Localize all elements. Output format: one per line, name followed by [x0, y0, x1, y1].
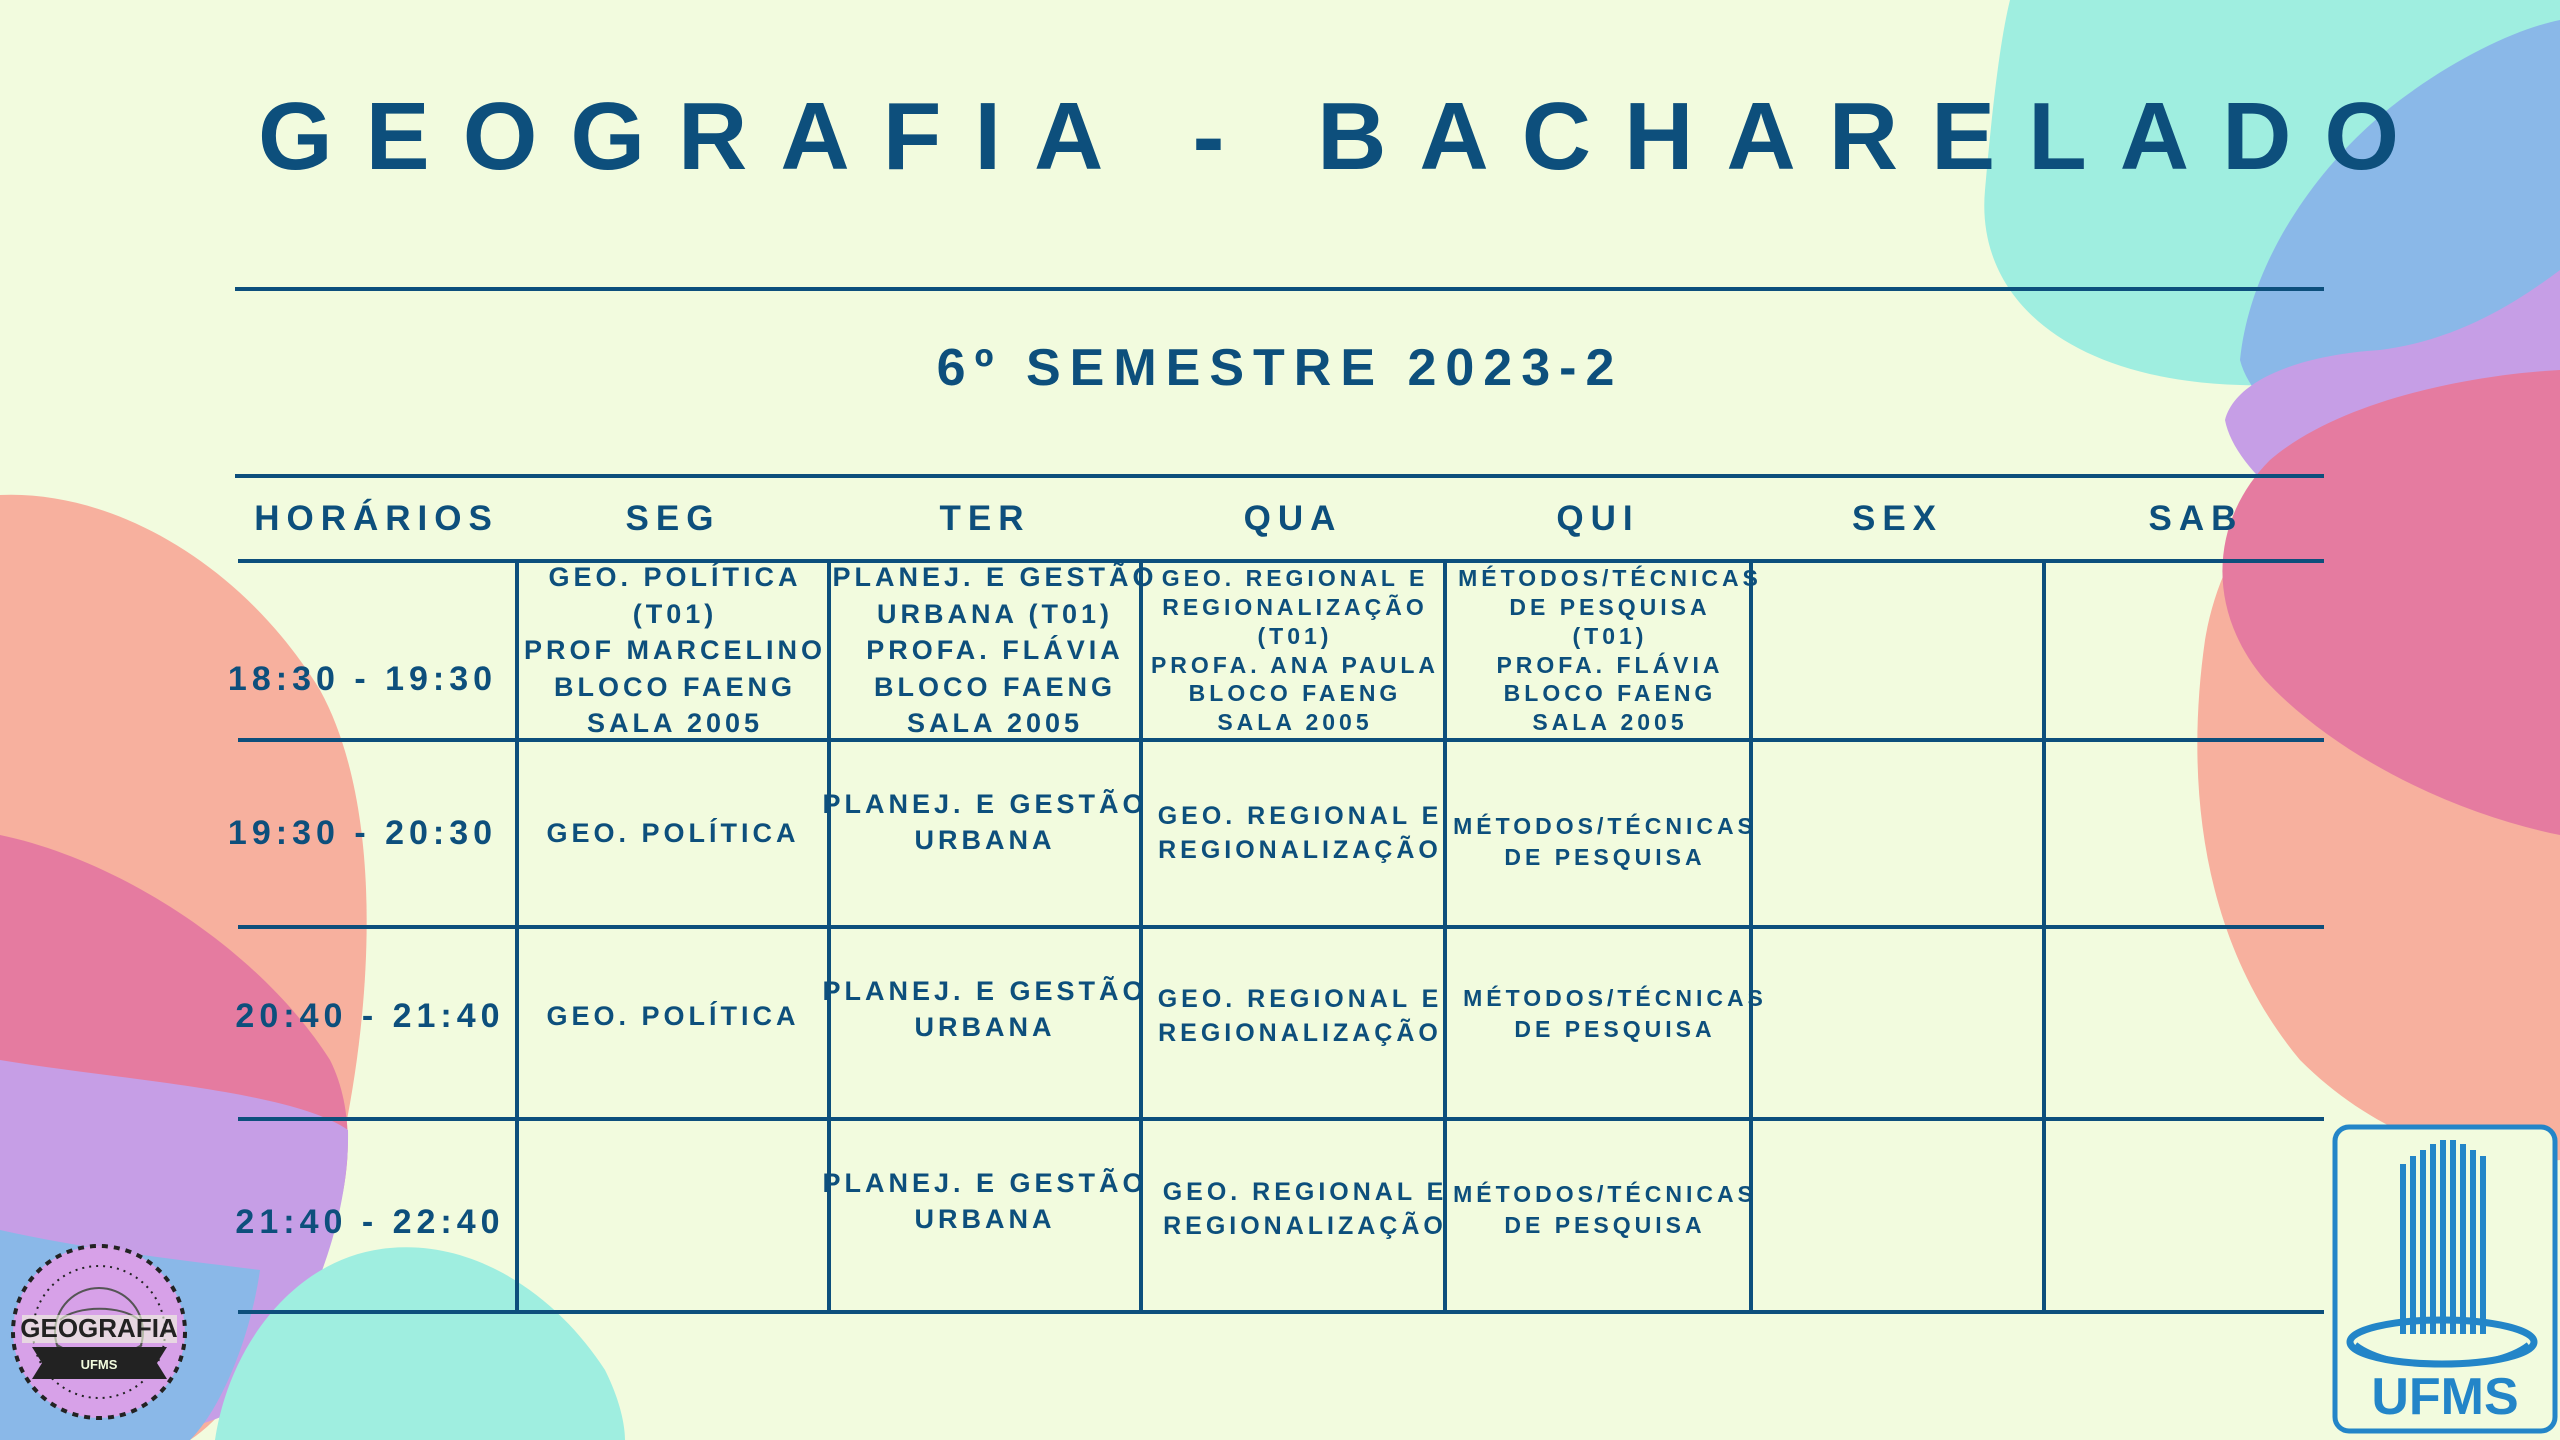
divider-top	[235, 287, 2324, 291]
header-ter: TER	[939, 498, 1031, 538]
class-cell-seg-1: GEO. POLÍTICA (T01) PROF MARCELINO BLOCO FAENG SALA 2005	[524, 562, 826, 739]
header-sex: SEX	[1851, 498, 1944, 538]
class-cell-sab-1	[2046, 563, 2324, 738]
header-qui: QUI	[1556, 498, 1640, 538]
semester-heading: 6º SEMESTRE 2023-2	[936, 339, 1624, 397]
badge-subtitle: UFMS	[80, 1357, 118, 1372]
page-title: GEOGRAFIA - BACHARELADO	[258, 83, 2433, 190]
class-cell-sex-1	[1753, 563, 2042, 738]
class-cell-sab-4	[2046, 1121, 2324, 1310]
header-horarios: HORÁRIOS	[254, 498, 499, 538]
class-cell-ter-1: PLANEJ. E GESTÃO URBANA (T01) PROFA. FLÁVIA BLOCO FAENG SALA 2005	[832, 562, 1158, 739]
class-cell-qui-1: MÉTODOS/TÉCNICAS DE PESQUISA (T01) PROFA. FLÁVIA BLOCO FAENG SALA 2005	[1458, 565, 1762, 735]
class-cell-qui-4: MÉTODOS/TÉCNICAS DE PESQUISA	[1453, 1180, 1757, 1238]
class-cell-sab-3	[2046, 929, 2324, 1117]
class-cell-sex-3	[1753, 929, 2042, 1117]
class-cell-seg-2: GEO. POLÍTICA	[546, 818, 800, 849]
class-cell-qui-3: MÉTODOS/TÉCNICAS DE PESQUISA	[1463, 984, 1767, 1042]
time-slot-3: 20:40 - 21:40	[235, 996, 505, 1035]
ufms-logo-text: UFMS	[2371, 1368, 2519, 1426]
header-sab: SAB	[2148, 498, 2244, 538]
class-cell-qua-3: GEO. REGIONAL E REGIONALIZAÇÃO	[1157, 984, 1443, 1047]
class-cell-ter-3: PLANEJ. E GESTÃO URBANA	[822, 975, 1148, 1042]
class-cell-ter-2: PLANEJ. E GESTÃO URBANA	[822, 788, 1148, 855]
time-slot-4: 21:40 - 22:40	[235, 1202, 505, 1241]
class-cell-sex-4	[1753, 1121, 2042, 1310]
class-cell-ter-4: PLANEJ. E GESTÃO URBANA	[822, 1167, 1148, 1234]
header-qua: QUA	[1243, 498, 1343, 538]
time-slot-1: 18:30 - 19:30	[227, 660, 498, 699]
ufms-logo	[2332, 1124, 2558, 1434]
badge-title: GEOGRAFIA	[20, 1313, 178, 1343]
class-cell-qua-4: GEO. REGIONAL E REGIONALIZAÇÃO	[1162, 1178, 1448, 1240]
class-cell-qui-2: MÉTODOS/TÉCNICAS DE PESQUISA	[1453, 812, 1757, 870]
class-cell-seg-3: GEO. POLÍTICA	[546, 1001, 800, 1032]
class-cell-qua-2: GEO. REGIONAL E REGIONALIZAÇÃO	[1157, 801, 1443, 864]
class-cell-sab-2	[2046, 742, 2324, 925]
class-cell-qua-1: GEO. REGIONAL E REGIONALIZAÇÃO (T01) PROFA. ANA PAULA BLOCO FAENG SALA 2005	[1150, 565, 1440, 735]
header-seg: SEG	[625, 498, 721, 538]
class-cell-sex-2	[1753, 742, 2042, 925]
geografia-ufms-badge-logo	[2, 1235, 197, 1430]
class-cell-seg-4	[519, 1121, 827, 1310]
table-rule-bottom	[238, 1310, 2324, 1314]
time-slot-2: 19:30 - 20:30	[227, 813, 498, 852]
